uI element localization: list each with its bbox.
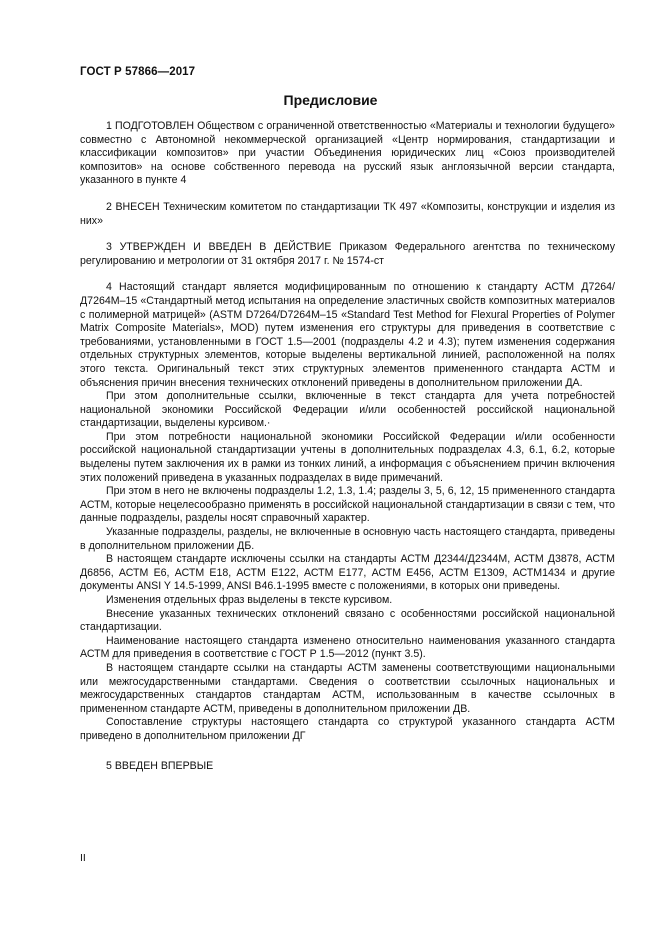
paragraph-4-excluded-sections: При этом в него не включены подразделы 1.2, 1.3, 1.4; разделы 3, 5, 6, 12, 15 примененного стандарта АСТМ, которые нецелесообразно применять в российской национальной стандартизации в связи с тем, что данные подразделы, разделы носят справочный характер.: [80, 485, 615, 525]
document-code-header: ГОСТ Р 57866—2017: [80, 66, 196, 78]
paragraph-4-deviations: Внесение указанных технических отклонений связано с особенностями российской национальной стандартизации.: [80, 607, 615, 634]
page-number: II: [80, 852, 86, 864]
paragraph-1-prepared: 1 ПОДГОТОВЛЕН Обществом с ограниченной ответственностью «Материалы и технологии будущего» совместно с Автономной некоммерческой организацией «Центр нормирования, стандартизации и классификации композитов» при участии Объединения юридических лиц «Союз производителей композитов» на основе собственного перевода на русский язык англоязычной версии стандарта, указанного в пункте 4: [80, 120, 615, 187]
paragraph-4-modified: 4 Настоящий стандарт является модифицированным по отношению к стандарту АСТМ Д7264/Д7264М–15 «Стандартный метод испытания на определение эластичных свойств композитных материалов с полимерной матрицей» (ASTM D7264/D7264M–15 «Standard Test Method for Flexural Properties of Polymer Matrix Composite Materials», MOD) путем изменения его структуры для приведения в соответствие с требованиями, установленными в ГОСТ 1.5—2001 (подразделы 4.2 и 4.3); путем изменения содержания отдельных структурных элементов, которые выделены вертикальной линией, расположенной на полях этого текста. Оригинальный текст этих структурных элементов примененного стандарта АСТМ и объяснения причин внесения технических отклонений приведены в дополнительном приложении ДА.: [80, 281, 615, 389]
paragraph-2-submitted: 2 ВНЕСЕН Техническим комитетом по стандартизации ТК 497 «Композиты, конструкции и изделия из них»: [80, 200, 615, 227]
paragraph-4-national-needs: При этом потребности национальной экономики Российской Федерации и/или особенности российской национальной стандартизации учтены в дополнительных подразделах 4.3, 6.1, 6.2, которые выделены путем заключения их в рамки из тонких линий, а информация с объяснением причин включения этих положений приведена в указанных подразделах в виде примечаний.: [80, 430, 615, 484]
paragraph-4-appendix-db: Указанные подразделы, разделы, не включенные в основную часть настоящего стандарта, приведены в дополнительном приложении ДБ.: [80, 526, 615, 552]
paragraph-4-phrase-changes: Изменения отдельных фраз выделены в тексте курсивом.: [106, 594, 393, 606]
paragraph-4-name-change: Наименование настоящего стандарта изменено относительно наименования указанного стандарта АСТМ для приведения в соответствие с ГОСТ Р 1.5—2012 (пункт 3.5).: [80, 634, 615, 661]
section-title: Предисловие: [283, 92, 378, 108]
paragraph-3-approved: 3 УТВЕРЖДЕН И ВВЕДЕН В ДЕЙСТВИЕ Приказом Федерального агентства по техническому регулированию и метрологии от 31 октября 2017 г. № 1574-ст: [80, 241, 615, 267]
paragraph-4-structure-comparison: Сопоставление структуры настоящего стандарта со структурой указанного стандарта АСТМ приведено в дополнительном приложении ДГ: [80, 716, 615, 742]
paragraph-4-replaced-refs: В настоящем стандарте ссылки на стандарты АСТМ заменены соответствующими национальными или межгосударственными стандартами. Сведения о соответствии ссылочных национальных и межгосударственных стандартов стандартам АСТМ, использованным в качестве ссылочных в примененном стандарте АСТМ, приведены в дополнительном приложении ДВ.: [80, 661, 615, 715]
paragraph-4-additional-refs: При этом дополнительные ссылки, включенные в текст стандарта для учета потребностей национальной экономики Российской Федерации и/или особенностей российской национальной стандартизации, выделены курсивом.·: [80, 390, 615, 430]
paragraph-4-excluded-refs: В настоящем стандарте исключены ссылки на стандарты АСТМ Д2344/Д2344М, АСТМ Д3878, АСТМ Д6856, АСТМ Е6, АСТМ Е18, АСТМ Е122, АСТМ Е177, АСТМ Е456, АСТМ Е1309, АСТМ1434 и другие документы ANSI Y 14.5-1999, ANSI B46.1-1995 вместе с положениями, в которых они приведены.: [80, 553, 615, 593]
foreword-body: [80, 120, 615, 773]
paragraph-5-first-introduced: 5 ВВЕДЕН ВПЕРВЫЕ: [106, 759, 214, 772]
